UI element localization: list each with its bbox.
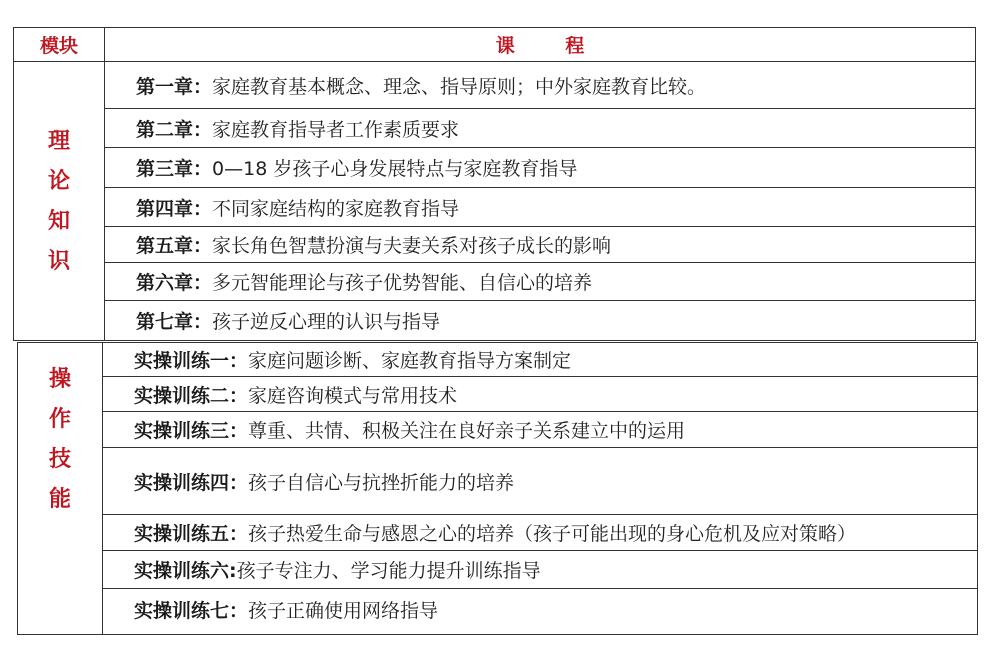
course-title: 家庭问题诊断、家庭教育指导方案制定: [248, 350, 572, 372]
chapter-label: 第三章：: [136, 158, 213, 180]
course-title: 孩子逆反心理的认识与指导: [212, 311, 441, 333]
border-right-top: [975, 27, 976, 340]
header-course: 课 程: [495, 35, 607, 57]
course-title: 孩子专注力、学习能力提升训练指导: [236, 560, 541, 582]
course-title: 孩子正确使用网络指导: [248, 599, 439, 622]
course-title: 多元智能理论与孩子优势智能、自信心的培养: [212, 272, 593, 294]
training-label: 实操训练六:: [134, 560, 237, 582]
chapter-label: 第五章：: [136, 235, 213, 257]
chapter-label: 第四章：: [136, 197, 213, 220]
course-row-theory-7: [136, 301, 440, 340]
course-row-theory-1: [136, 62, 706, 108]
course-row-skills-1: [134, 343, 571, 376]
course-row-skills-4: [134, 448, 514, 514]
course-title: 家庭教育基本概念、理念、指导原则；中外家庭教育比较。: [212, 75, 707, 98]
border-divider-bottom: [102, 342, 103, 634]
course-title: 家庭教育指导者工作素质要求: [212, 118, 460, 141]
training-label: 实操训练七：: [134, 599, 249, 622]
course-row-skills-5: [134, 515, 856, 550]
course-row-skills-2: [134, 377, 457, 411]
border-theory-bottom: [13, 340, 976, 341]
course-row-skills-6: [134, 551, 541, 588]
module-theory-char: 识: [47, 249, 70, 274]
course-row-skills-7: [134, 589, 438, 629]
chapter-label: 第六章：: [136, 272, 213, 294]
course-row-skills-3: [134, 412, 685, 447]
border-bottom: [17, 634, 978, 635]
course-title: 家长角色智慧扮演与夫妻关系对孩子成长的影响: [212, 235, 612, 257]
module-theory-char: 知: [47, 209, 70, 234]
course-title: 孩子热爱生命与感恩之心的培养（孩子可能出现的身心危机及应对策略）: [248, 523, 857, 545]
training-label: 实操训练五：: [134, 523, 249, 545]
module-theory-label: [14, 122, 104, 282]
course-row-theory-2: [136, 109, 459, 147]
course-row-theory-4: [136, 188, 459, 226]
training-label: 实操训练三：: [134, 420, 249, 442]
course-row-theory-5: [136, 227, 611, 262]
module-skills-label: [18, 360, 102, 520]
course-row-theory-3: [136, 148, 577, 187]
course-title: 孩子自信心与抗挫折能力的培养: [248, 471, 515, 494]
course-row-theory-6: [136, 263, 592, 300]
course-title: 家庭咨询模式与常用技术: [248, 384, 458, 407]
chapter-label: 第二章：: [136, 118, 213, 141]
module-theory-char: 论: [47, 169, 70, 194]
module-skills-char: 技: [48, 447, 71, 472]
module-skills-char: 能: [48, 487, 71, 512]
course-title: 不同家庭结构的家庭教育指导: [212, 197, 460, 220]
training-label: 实操训练一：: [134, 350, 249, 372]
course-title: 0—18 岁孩子心身发展特点与家庭教育指导: [212, 158, 578, 180]
module-theory-char: 理: [47, 129, 70, 154]
header-module: 模块: [39, 35, 78, 57]
chapter-label: 第七章：: [136, 311, 213, 333]
border-divider-top: [104, 27, 105, 340]
training-label: 实操训练四：: [134, 471, 249, 494]
module-skills-char: 操: [48, 367, 71, 392]
course-title: 尊重、共情、积极关注在良好亲子关系建立中的运用: [248, 420, 686, 442]
chapter-label: 第一章：: [136, 75, 213, 98]
border-right-bottom: [977, 342, 978, 634]
module-skills-char: 作: [48, 407, 71, 432]
training-label: 实操训练二：: [134, 384, 249, 407]
